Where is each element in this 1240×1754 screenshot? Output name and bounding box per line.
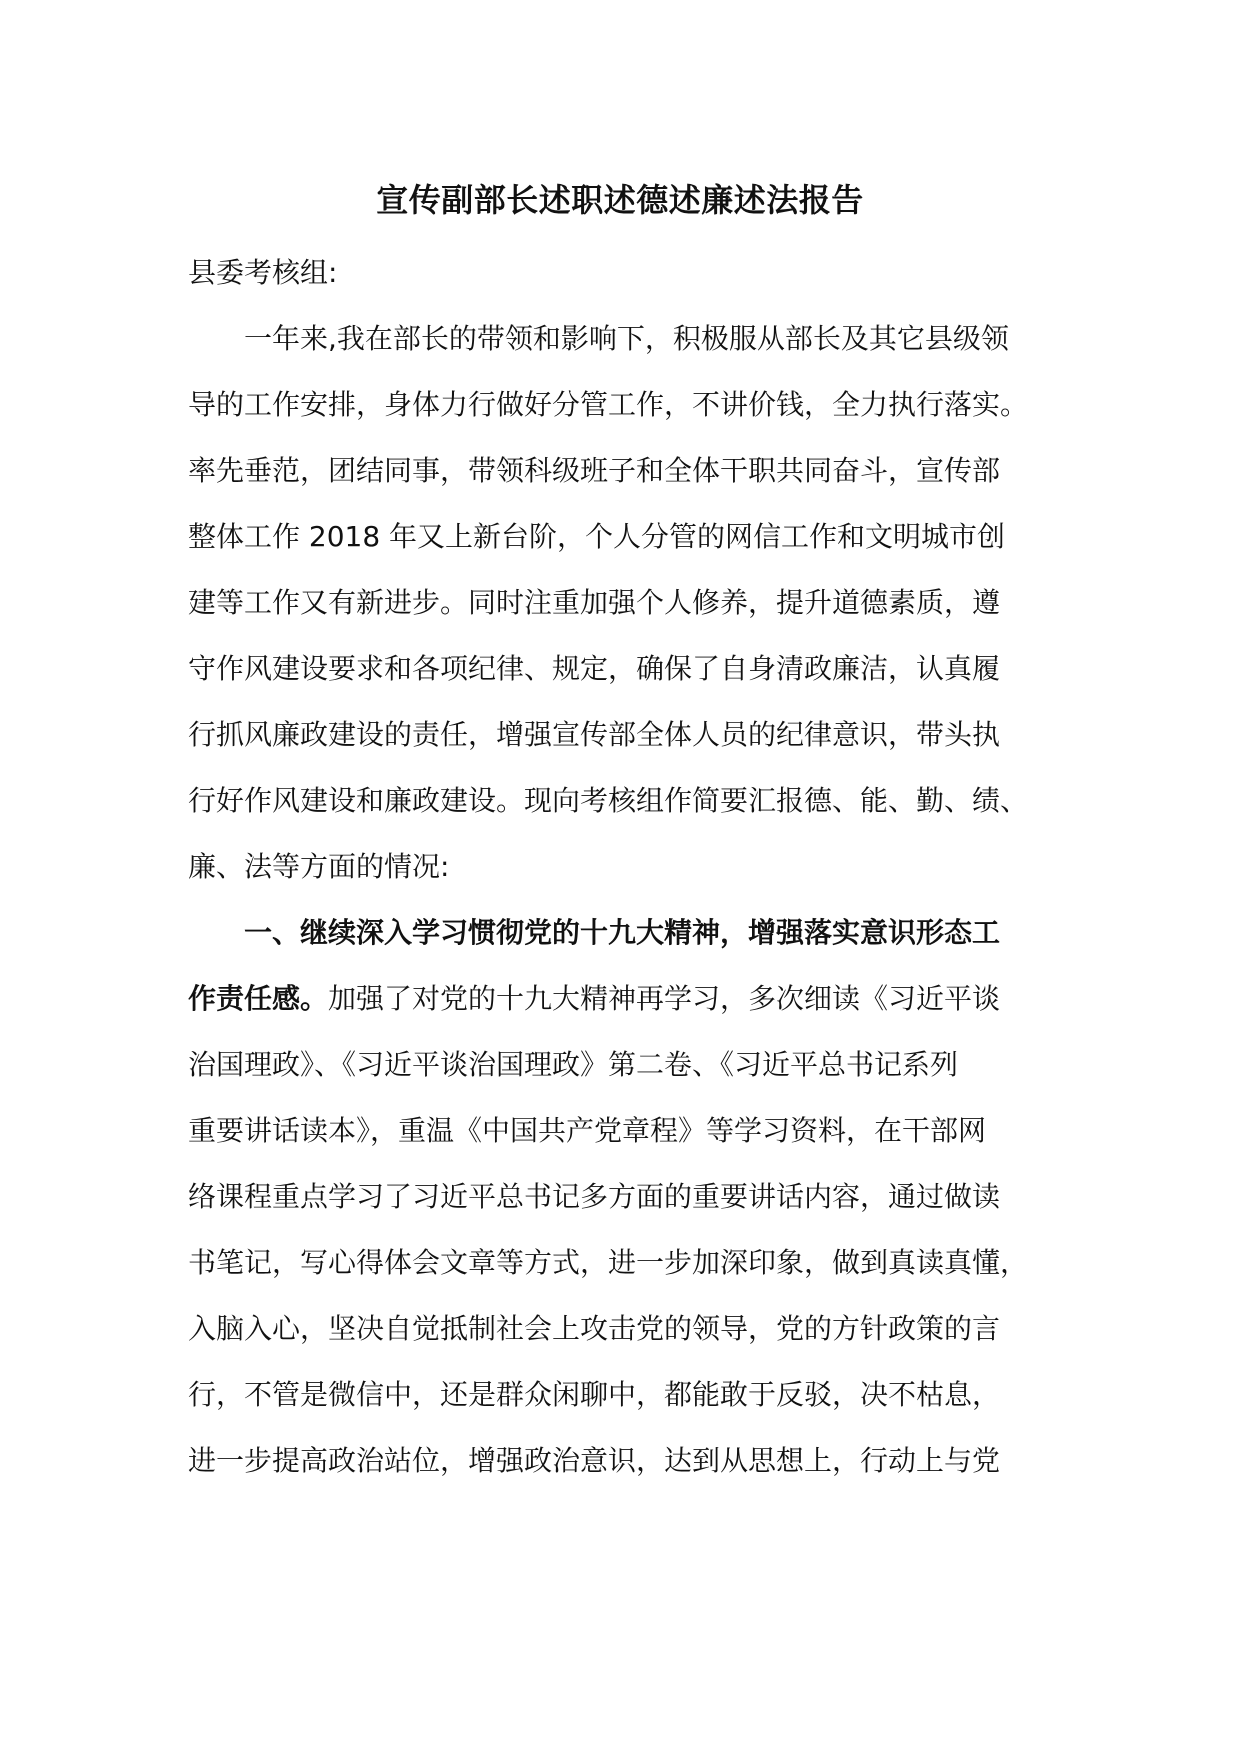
paragraph-line: 守作风建设要求和各项纪律、规定，确保了自身清政廉洁，认真履 (188, 652, 1001, 685)
paragraph-1 (188, 306, 1068, 900)
paragraph-line: 导的工作安排，身体力行做好分管工作，不讲价钱，全力执行落实。 (188, 388, 1029, 421)
paragraph-line: 入脑入心，坚决自觉抵制社会上攻击党的领导，党的方针政策的言 (188, 1312, 1001, 1345)
paragraph-line: 行抓风廉政建设的责任，增强宣传部全体人员的纪律意识，带头执 (188, 718, 1001, 751)
paragraph-line-rest: 加强了对党的十九大精神再学习，多次细读《习近平谈 (328, 982, 1001, 1015)
paragraph-line: 治国理政》、《习近平谈治国理政》第二卷、《习近平总书记系列 (188, 1048, 959, 1081)
paragraph-line: 建等工作又有新进步。同时注重加强个人修养，提升道德素质，遵 (188, 586, 1001, 619)
paragraph-line: 廉、法等方面的情况: (188, 850, 450, 883)
paragraph-line: 行，不管是微信中，还是群众闲聊中，都能敢于反驳，决不枯息， (188, 1378, 1001, 1411)
section-heading: 一、继续深入学习惯彻党的十九大精神，增强落实意识形态工 (244, 916, 1001, 949)
paragraph-line (188, 966, 1068, 1032)
paragraph-line: 整体工作 2018 年又上新台阶，个人分管的网信工作和文明城市创 (188, 520, 1006, 553)
paragraph-line: 一年来,我在部长的带领和影响下，积极服从部长及其它县级领 (244, 322, 1009, 355)
paragraph-line: 率先垂范，团结同事，带领科级班子和全体干职共同奋斗，宣传部 (188, 454, 1001, 487)
paragraph-line: 进一步提高政治站位，增强政治意识，达到从思想上，行动上与党 (188, 1444, 1001, 1477)
paragraph-line: 行好作风建设和廉政建设。现向考核组作简要汇报德、能、勤、绩、 (188, 784, 1029, 817)
paragraph-line: 络课程重点学习了习近平总书记多方面的重要讲话内容，通过做读 (188, 1180, 1001, 1213)
section-heading-end: 作责任感。 (188, 982, 329, 1015)
paragraph-line: 书笔记，写心得体会文章等方式，进一步加深印象，做到真读真懂， (188, 1246, 1029, 1279)
paragraph-line: 重要讲话读本》，重温《中国共产党章程》等学习资料，在干部网 (188, 1114, 987, 1147)
document-title: 宣传副部长述职述德述廉述法报告 (376, 181, 864, 219)
salutation: 县委考核组: (188, 256, 338, 289)
paragraph-2 (188, 900, 1068, 1494)
